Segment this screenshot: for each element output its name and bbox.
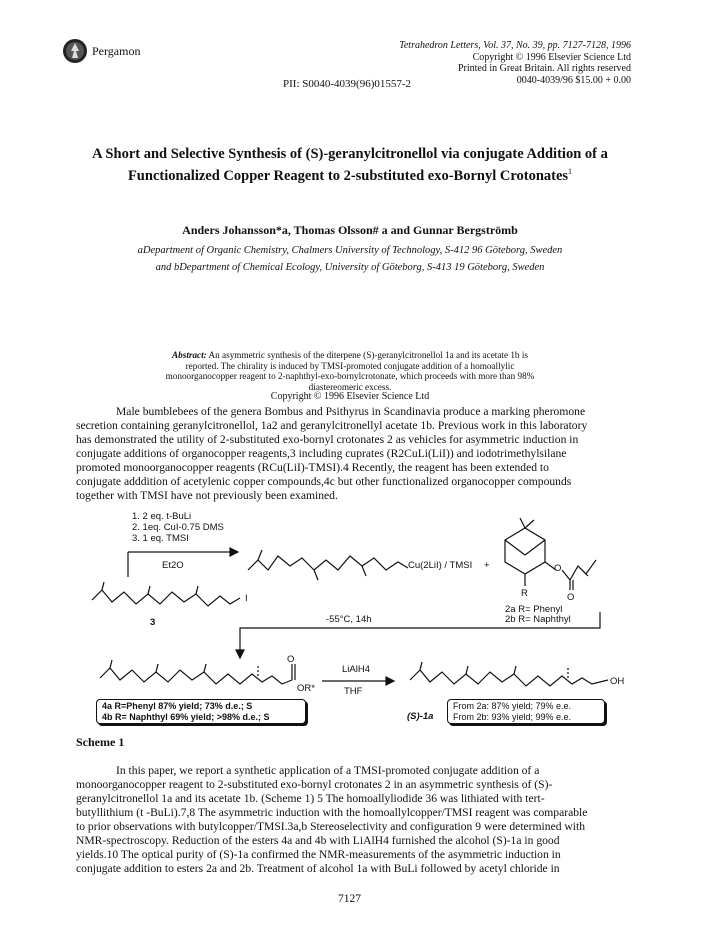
abstract-line-3: monoorganocopper reagent to 2-naphthyl-exo-bornylcrotonate, which proceeds with more than 98% (165, 371, 535, 382)
title-footnote: 1 (568, 167, 573, 176)
paragraph-line: NMR-spectroscopy. Reduction of the esters 4a and 4b with LiAlH4 furnished the alcohol (S)-1a in good (76, 834, 560, 847)
O-label: O (567, 592, 575, 603)
methyl-branch (420, 662, 422, 670)
paragraph-2 (76, 764, 628, 876)
organocopper-chain (248, 556, 408, 570)
journal-price: 0040-4039/96 $15.00 + 0.00 (516, 74, 631, 86)
methyl-branch (362, 566, 366, 576)
abstract-line-1: An asymmetric synthesis of the diterpene (S)-geranylcitronellol 1a and its acetate 1b is (208, 350, 528, 360)
arrowhead-1 (230, 548, 238, 556)
bornyl-bridge (505, 540, 525, 555)
O-label: O (287, 654, 295, 665)
paragraph-line: In this paper, we report a synthetic application of a TMSI-promoted conjugate addition of a (116, 764, 540, 777)
bornyl-methyl (520, 518, 525, 528)
solvent2-label: THF (344, 686, 363, 697)
compound-3-label: 3 (150, 617, 156, 628)
arrowhead-3 (386, 677, 394, 685)
arrowhead-2 (236, 650, 244, 658)
reagent-label: LiAlH4 (342, 664, 370, 675)
affiliation-2: and bDepartment of Chemical Ecology, University of Göteborg, S-413 19 Göteborg, Sweden (155, 262, 545, 273)
bornyl-methyl (525, 520, 534, 528)
journal-citation: Tetrahedron Letters, Vol. 37, No. 39, pp. 7127-7128, 1996 (399, 40, 631, 51)
intro-line: together with TMSI have not previously been examined. (76, 489, 338, 502)
intro-line: conjugate adddition of acetylenic copper compounds,4c but other functionalized organocopper compounds (76, 475, 572, 488)
intro-line: Male bumblebees of the genera Bombus and Psithyrus in Scandinavia produce a marking pheromone (116, 405, 586, 418)
methyl-branch (314, 570, 318, 580)
solvent-label: Et2O (162, 560, 184, 571)
intro-line: has demonstrated the utility of 2-substituted exo-bornyl crotonates 2 as vehicles for asymmetric induction in (76, 433, 579, 446)
reaction-arrow-2 (240, 612, 600, 652)
publisher-logo (62, 38, 88, 64)
box2-line-2: From 2b: 93% yield; 99% e.e. (453, 711, 572, 722)
condition-1: 1. 2 eq. t-BuLi (132, 511, 192, 522)
OR-label: OR* (297, 683, 315, 694)
title-line-1: A Short and Selective Synthesis of (S)-geranylcitronellol via conjugate Addition of a (92, 146, 608, 162)
alkene-double (580, 568, 588, 576)
abstract-line-4: diastereomeric excess. (308, 381, 392, 392)
abstract (120, 350, 580, 403)
plus-sign: + (484, 560, 490, 571)
box2-line-1: From 2a: 87% yield; 79% e.e. (453, 701, 572, 711)
condition-3: 3. 1 eq. TMSI (132, 533, 189, 544)
methyl-branch (466, 666, 468, 674)
yield-box-2 (447, 699, 605, 724)
title-line-2: Functionalized Copper Reagent to 2-substituted exo-Bornyl Crotonates (127, 167, 569, 184)
affiliations (40, 242, 660, 276)
abstract-copyright: Copyright © 1996 Elsevier Science Ltd (270, 391, 430, 403)
intro-line: secretion containing geranylcitronellol, 1a2 and geranylcitronellyl acetate 1b. Previous work in this laboratory (76, 419, 588, 432)
label-2a: 2a R= Phenyl (505, 604, 563, 615)
reaction-condition: -55°C, 14h (326, 614, 372, 625)
paragraph-line: to prior observations with butylcopper/TMSI.3a,b Stereoselectivity and configuration 9 were determined with (76, 820, 586, 833)
OH-label: OH (610, 676, 625, 687)
box1-line-2: 4b R= Naphthyl 69% yield; >98% d.e.; S (102, 711, 270, 722)
bornyl-ring (505, 528, 545, 574)
iodide-label: I (245, 593, 248, 604)
intro-paragraph (76, 405, 628, 503)
paragraph-line: geranylcitronellol 1a and its acetate 1b. (Scheme 1) 5 The homoallyliodide 36 was lithiated with tert- (76, 792, 545, 805)
box1-line-1: 4a R=Phenyl 87% yield; 73% d.e.; S (102, 701, 253, 711)
paper-title (40, 145, 660, 185)
journal-printed: Printed in Great Britain. All rights reserved (457, 63, 631, 74)
bornyl-bridge (525, 540, 545, 555)
O-label: O (554, 563, 562, 574)
scheme-caption: Scheme 1 (76, 735, 125, 749)
ester-bond (545, 562, 556, 570)
affiliation-1: aDepartment of Organic Chemistry, Chalmers University of Technology, S-412 96 Göteborg, Sweden (137, 245, 563, 256)
methyl-branch (148, 586, 150, 594)
elsevier-tree-icon (62, 38, 88, 64)
methyl-branch (156, 664, 158, 672)
label-2b: 2b R= Naphthyl (505, 614, 571, 625)
paragraph-line: butyllithium (t -BuLi).7,8 The asymmetric induction with the homoallylcopper/TMSI reagent was comparable (76, 806, 588, 819)
methyl-branch (204, 664, 206, 672)
R-label: R (521, 588, 528, 599)
methyl-branch (110, 660, 112, 668)
alcohol-chain (410, 670, 608, 686)
intro-line: conjugate additions of organocopper reagents,3 including cuprates (R2CuLi(LiI)) and iodotrimethylsilane (76, 447, 567, 460)
crotonate-chain (570, 560, 596, 580)
paragraph-line: yields.10 The optical purity of (S)-1a confirmed the NMR-measurements of the asymmetric induction in (76, 848, 561, 861)
product-label: (S)-1a (407, 711, 434, 722)
methyl-branch (196, 586, 198, 594)
methyl-branch (102, 582, 104, 590)
iodide-chain (92, 590, 240, 606)
journal-copyright: Copyright © 1996 Elsevier Science Ltd (472, 51, 631, 63)
condition-2: 2. 1eq. CuI-0.75 DMS (132, 522, 224, 533)
yield-box-1 (96, 699, 306, 724)
intro-line: promoted monoorganocopper reagents (RCu(LiI)-TMSI).4 Recently, the reagent has been extended to (76, 461, 549, 474)
publisher-name: Pergamon (92, 44, 141, 58)
pii: PII: S0040-4039(96)01557-2 (283, 78, 412, 90)
methyl-branch (258, 550, 262, 560)
authors: Anders Johansson*a, Thomas Olsson# a and Gunnar Bergströmb (182, 223, 518, 237)
abstract-line-2: reported. The chirality is induced by TMSI-promoted conjugate addition of a homoallylic (185, 360, 515, 371)
carbonyl-bond (562, 570, 570, 580)
cuprate-label: Cu(2LiI) / TMSI (408, 560, 473, 571)
paragraph-line: monoorganocopper reagent to 2-substituted exo-bornyl crotonates 2 in an asymmetric synthesis of (S)- (76, 778, 553, 791)
paragraph-line: conjugate addition to esters 2a and 2b. Treatment of alcohol 1a with BuLi followed by acetyl chloride in (76, 862, 560, 875)
methyl-branch (514, 666, 516, 674)
abstract-label: Abstract: (172, 350, 207, 360)
page-number: 7127 (338, 893, 361, 905)
ester-chain (100, 668, 292, 684)
